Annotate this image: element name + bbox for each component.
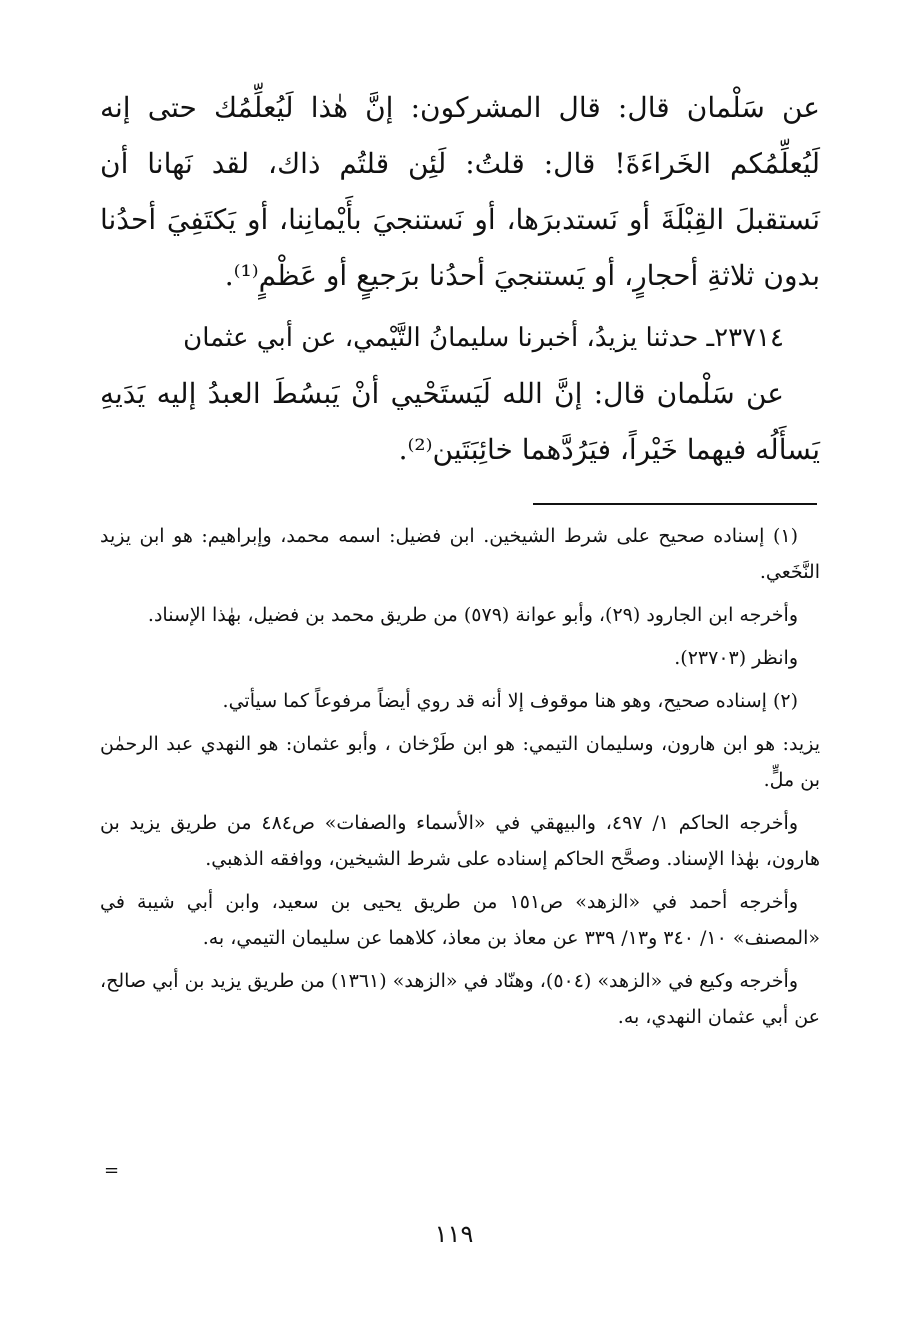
continuation-mark: = (104, 1160, 120, 1181)
footnotes (100, 518, 820, 1042)
page-number: ١١٩ (434, 1220, 474, 1248)
hadith-isnad-23714: ٢٣٧١٤ـ حدثنا يزيدُ، أخبرنا سليمانُ التَّيْمي، عن أبي عثمان (183, 323, 784, 353)
main-text (100, 80, 820, 478)
footnote-2-e: وأخرجه وكيع في «الزهد» (٥٠٤)، وهنّاد في «الزهد» (١٣٦١) من طريق يزيد بن أبي صالح، عن أبي عثمان النهدي، به. (100, 970, 820, 1028)
footnote-2-b: يزيد: هو ابن هارون، وسليمان التيمي: هو ابن طَرْخان ، وأبو عثمان: هو النهدي عبد الرحمٰن بن ملٍّ. (100, 733, 820, 791)
footnote-2-a: (٢) إسناده صحيح، وهو هنا موقوف إلا أنه قد روي أيضاً مرفوعاً كما سيأتي. (222, 690, 798, 712)
footnote-2-c: وأخرجه الحاكم ١/ ٤٩٧، والبيهقي في «الأسماء والصفات» ص٤٨٤ من طريق يزيد بن هارون، بهٰذا الإسناد. وصحَّح الحاكم إسناده على شرط الشيخين، ووافقه الذهبي. (100, 812, 820, 870)
footnote-1-a: (١) إسناده صحيح على شرط الشيخين. ابن فضيل: اسمه محمد، وإبراهيم: هو ابن يزيد النَّخَعي. (100, 525, 820, 583)
footnote-1-c: وانظر (٢٣٧٠٣). (674, 647, 798, 669)
footnote-divider (533, 503, 817, 505)
footnote-2-d: وأخرجه أحمد في «الزهد» ص١٥١ من طريق يحيى بن سعيد، وابن أبي شيبة في «المصنف» ١٠/ ٣٤٠ و١٣/ ٣٣٩ عن معاذ بن معاذ، كلاهما عن سليمان التيمي، به. (100, 891, 820, 949)
footnote-1-b: وأخرجه ابن الجارود (٢٩)، وأبو عوانة (٥٧٩) من طريق محمد بن فضيل، بهٰذا الإسناد. (147, 604, 798, 626)
hadith-text-2: عن سَلْمان قال: إنَّ الله لَيَستَحْيي أنْ يَبسُطَ العبدُ إليه يَدَيهِ يَسأَلُه فيهما خَيْراً، فيَرُدَّهما خائِبَتَين⁽²⁾. (100, 377, 820, 466)
hadith-text-1: عن سَلْمان قال: قال المشركون: إنَّ هٰذا لَيُعلِّمُك حتى إنه لَيُعلِّمُكم الخَراءَةَ! قال: قلتُ: لَئِن قلتُم ذاك، لقد نَهانا أن نَستقبلَ القِبْلَةَ أو نَستدبرَها، أو نَستنجيَ بأَيْمانِنا، أو يَكتَفِيَ أحدُنا بدون ثلاثةِ أحجارٍ، أو يَستنجيَ أحدُنا برَجيعٍ أو عَظْمٍ⁽¹⁾. (100, 91, 820, 292)
